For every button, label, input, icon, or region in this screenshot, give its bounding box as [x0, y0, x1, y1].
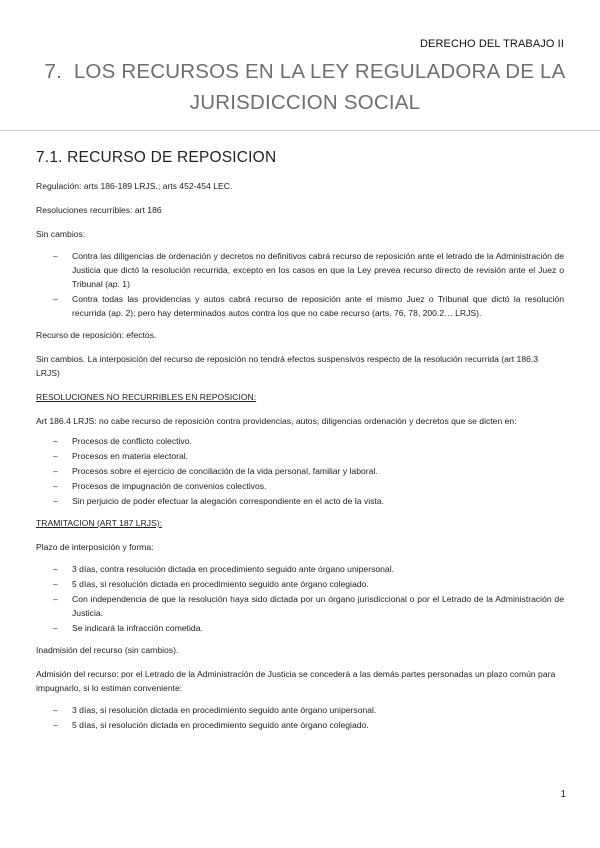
list-item: – 5 días, si resolución dictada en procedimiento seguido ante órgano colegiado. [36, 718, 564, 732]
admision-list [36, 703, 564, 732]
dash-bullet-icon [53, 718, 63, 732]
list-item: – Procesos de impugnación de convenios colectivos. [36, 479, 564, 493]
list-item: – Procesos de conflicto colectivo. [36, 434, 564, 448]
header-divider [0, 130, 600, 131]
dash-bullet-icon [53, 464, 63, 478]
no-recurribles-heading: RESOLUCIONES NO RECURRIBLES EN REPOSICION: [36, 392, 257, 402]
sin-cambios-list [36, 249, 564, 320]
list-item: – Sin perjuicio de poder efectuar la alegación correspondiente en el acto de la vista. [36, 494, 564, 508]
dash-bullet-icon [53, 292, 63, 306]
dash-bullet-icon [53, 592, 63, 606]
regulacion-paragraph: Regulación: arts 186-189 LRJS.; arts 452-454 LEC. [36, 181, 233, 191]
dash-bullet-icon [53, 449, 63, 463]
dash-bullet-icon [53, 562, 63, 576]
list-item: – Contra las diligencias de ordenación y decretos no definitivos cabrá recurso de reposición ante el letrado de la Administración de Justicia que dictó la resolución recurrida, excepto en los casos en que la Ley prevea recurso directo de revisión ante el Juez o Tribunal (ap. 1) [36, 249, 564, 291]
chapter-number: 7. [44, 60, 63, 83]
running-header: DERECHO DEL TRABAJO II [419, 38, 564, 50]
no-recurribles-intro: Art 186.4 LRJS: no cabe recurso de reposición contra providencias, autos, diligencias ordenación y decretos que se dicten en: [36, 416, 517, 426]
chapter-title [40, 56, 570, 118]
efectos-heading: Recurso de reposición: efectos. [36, 330, 157, 340]
plazo-label: Plazo de interposición y forma: [36, 542, 154, 552]
dash-bullet-icon [53, 621, 63, 635]
dash-bullet-icon [53, 703, 63, 717]
list-item: – Contra todas las providencias y autos cabrá recurso de reposición ante el mismo Juez o Tribunal que dictó la resolución recurrida (ap. 2); pero hay determinados autos contra los que no cabe recurso (arts. 76, 78, 200.2… LRJS). [36, 292, 564, 320]
page-number: 1 [560, 789, 566, 800]
plazo-list [36, 562, 564, 635]
sin-cambios-label: Sin cambios: [36, 229, 86, 239]
tramitacion-heading: TRAMITACION (ART 187 LRJS): [36, 518, 163, 528]
document-body [36, 179, 564, 740]
list-item: – Procesos sobre el ejercicio de conciliación de la vida personal, familiar y laboral. [36, 464, 564, 478]
resoluciones-recurribles-paragraph: Resoluciones recurribles: art 186 [36, 205, 162, 215]
inadmision-paragraph: Inadmisión del recurso (sin cambios). [36, 645, 179, 655]
list-item: – Se indicará la infracción cometida. [36, 621, 564, 635]
chapter-title-text: LOS RECURSOS EN LA LEY REGULADORA DE LA JURISDICCION SOCIAL [73, 60, 566, 114]
efectos-paragraph: Sin cambios. La interposición del recurso de reposición no tendrá efectos suspensivos respecto de la resolución recurrida (art 186.3 LRJS) [36, 354, 539, 378]
dash-bullet-icon [53, 249, 63, 263]
no-recurribles-list [36, 434, 564, 508]
dash-bullet-icon [53, 479, 63, 493]
list-item: – 3 días, si resolución dictada en procedimiento seguido ante órgano unipersonal. [36, 703, 564, 717]
admision-paragraph: Admisión del recurso: por el Letrado de la Administración de Justicia se concederá a las demás partes personadas un plazo común para impugnarlo, si lo estiman conveniente: [36, 669, 556, 693]
dash-bullet-icon [53, 434, 63, 448]
list-item: – Con independencia de que la resolución haya sido dictada por un órgano jurisdiccional o por el Letrado de la Administración de Justicia. [36, 592, 564, 620]
list-item: – Procesos en materia electoral. [36, 449, 564, 463]
dash-bullet-icon [53, 577, 63, 591]
list-item: – 5 días, si resolución dictada en procedimiento seguido ante órgano colegiado. [36, 577, 564, 591]
dash-bullet-icon [53, 494, 63, 508]
section-heading: 7.1. RECURSO DE REPOSICION [36, 149, 277, 166]
list-item: – 3 días, contra resolución dictada en procedimiento seguido ante órgano unipersonal. [36, 562, 564, 576]
